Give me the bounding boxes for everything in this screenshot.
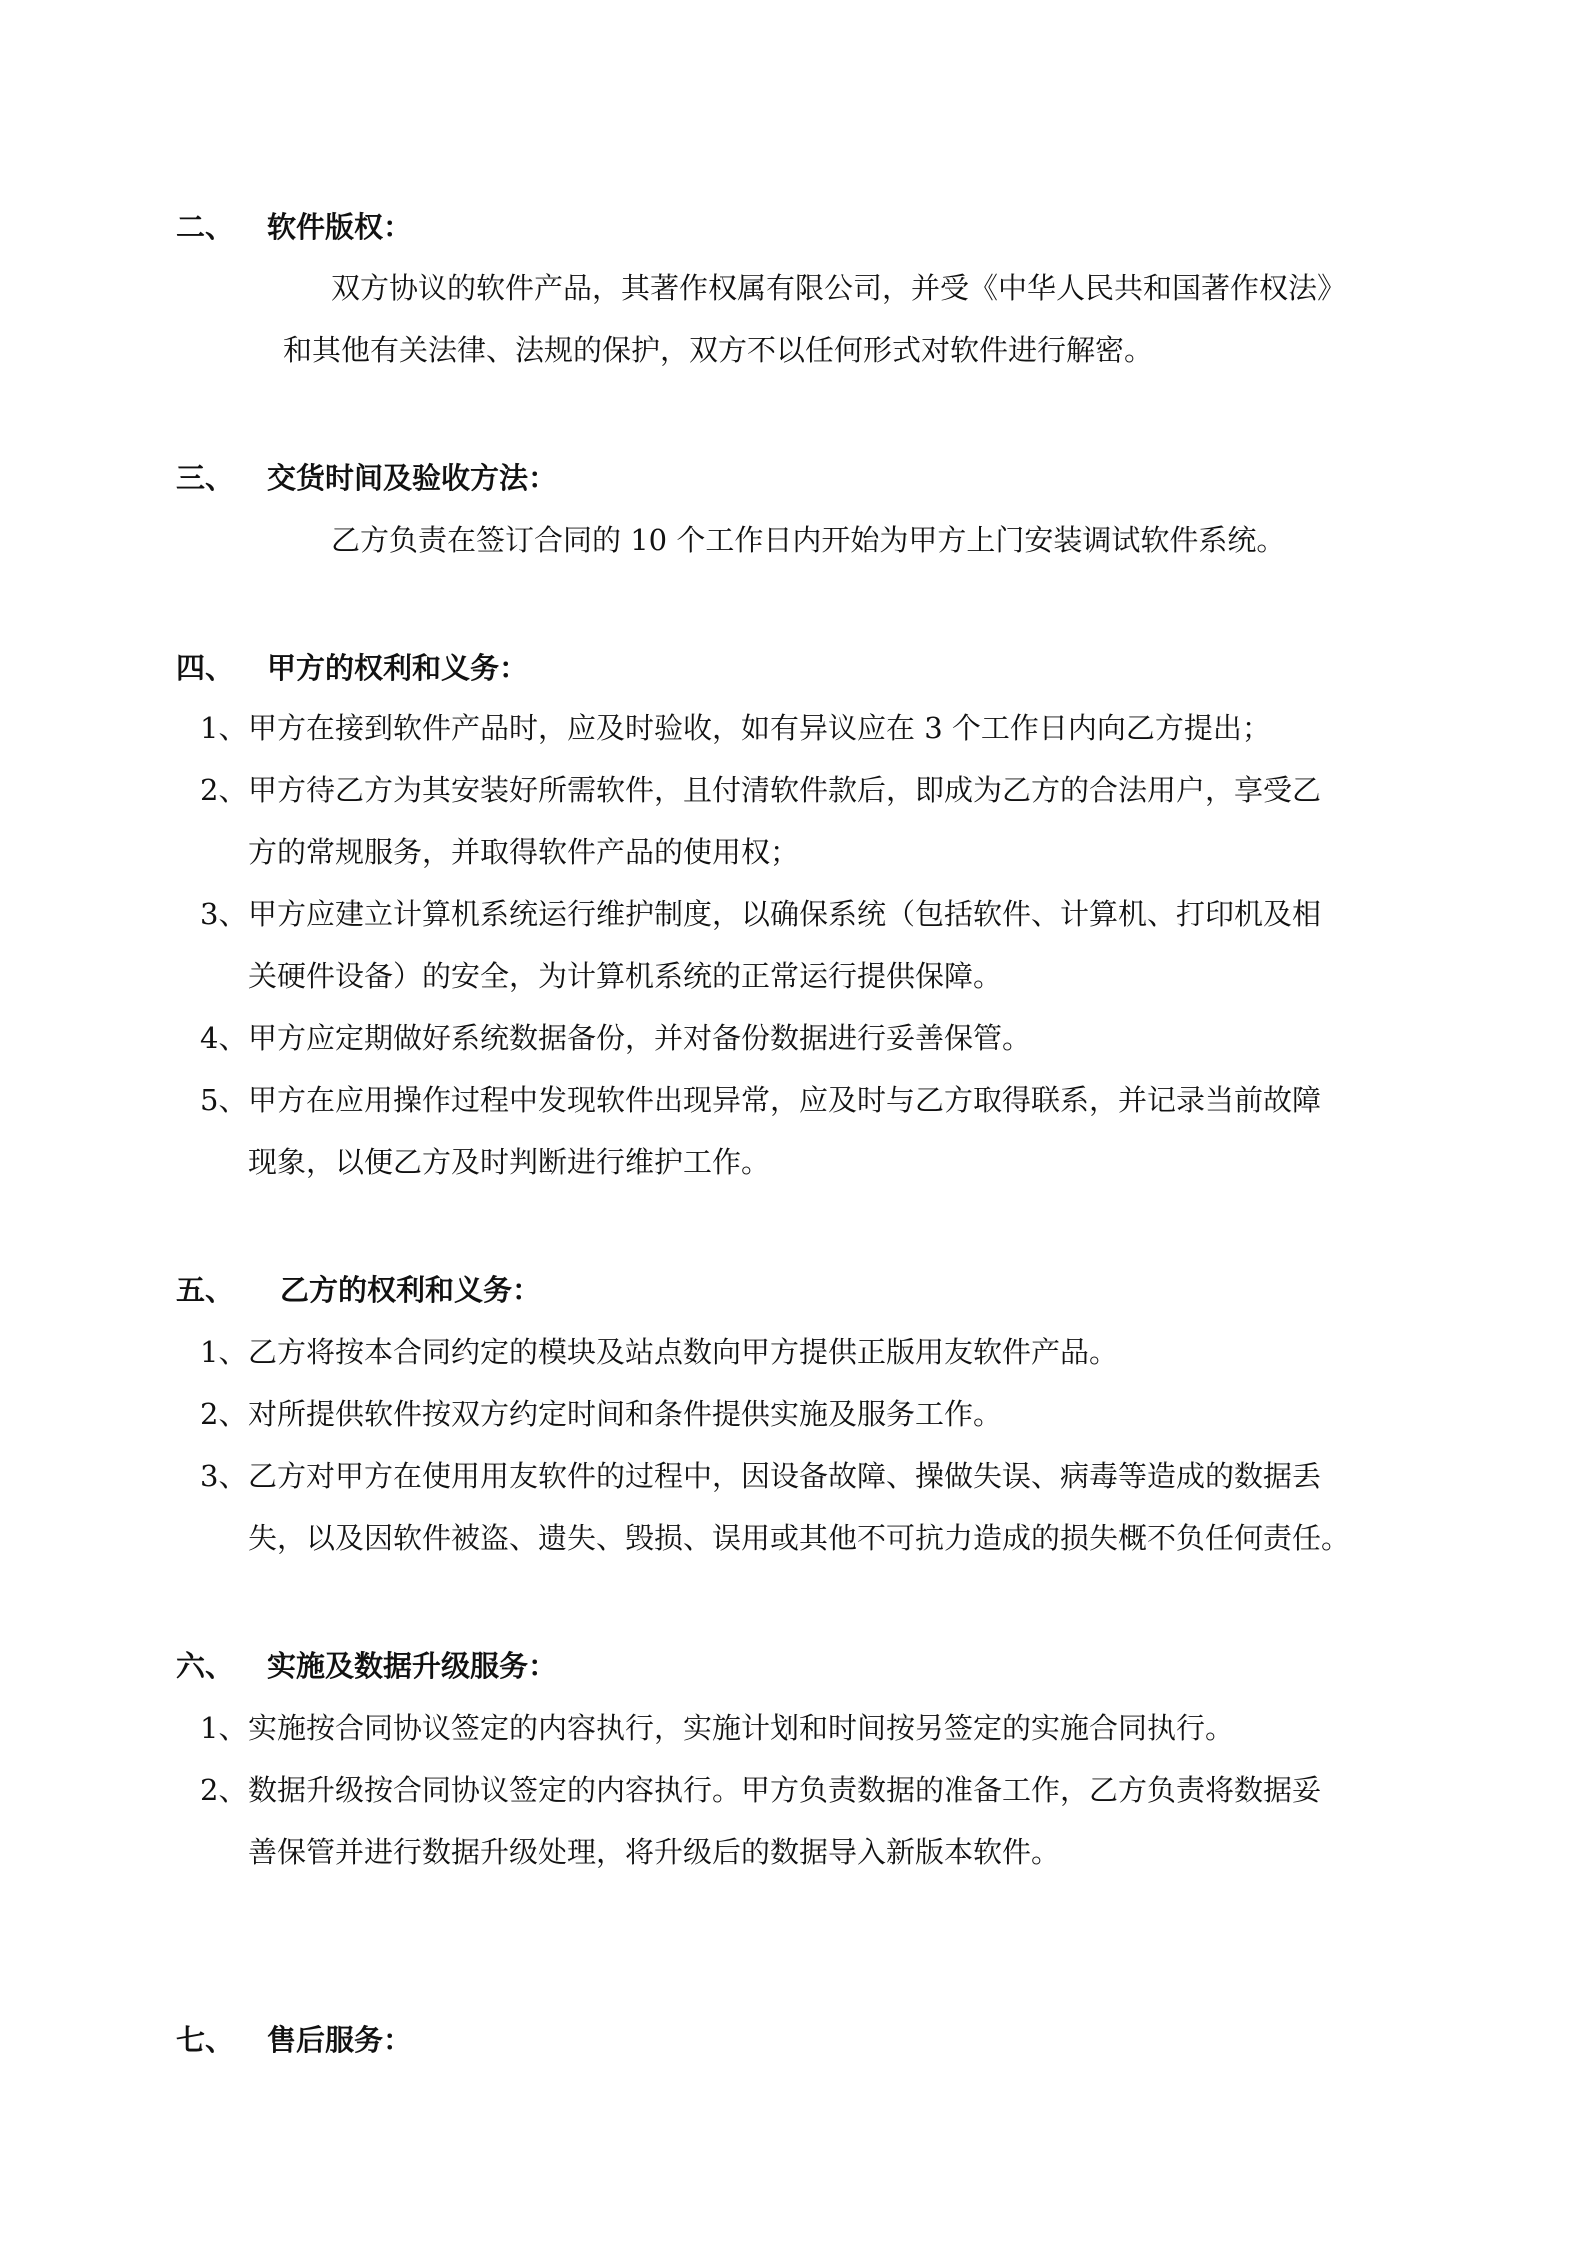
section-4-item-2-line-1: 甲方待乙方为其安装好所需软件，且付清软件款后，即成为乙方的合法用户，享受乙	[248, 773, 1322, 807]
section-6-item-1-number: 1、	[200, 1711, 248, 1745]
section-4-item-4-number: 4、	[200, 1021, 248, 1055]
section-4-item-1-line-1: 甲方在接到软件产品时，应及时验收，如有异议应在 3 个工作日内向乙方提出；	[248, 711, 1271, 745]
section-5-title: 乙方的权利和义务：	[280, 1273, 542, 1307]
section-4-item-3-number: 3、	[200, 897, 248, 931]
section-4-title: 甲方的权利和义务：	[267, 651, 529, 685]
section-5-item-1-line-1: 乙方将按本合同约定的模块及站点数向甲方提供正版用友软件产品。	[248, 1335, 1119, 1369]
section-5-item-3-line-1: 乙方对甲方在使用用友软件的过程中，因设备故障、操做失误、病毒等造成的数据丢	[248, 1459, 1322, 1493]
section-4-item-4-line-1: 甲方应定期做好系统数据备份，并对备份数据进行妥善保管。	[248, 1021, 1032, 1055]
section-4-item-3-line-2: 关硬件设备）的安全，为计算机系统的正常运行提供保障。	[248, 959, 1003, 993]
section-7-number: 七、	[176, 2023, 235, 2057]
section-4-item-2-line-2: 方的常规服务，并取得软件产品的使用权；	[248, 835, 800, 869]
section-4-item-5-line-2: 现象，以便乙方及时判断进行维护工作。	[248, 1145, 771, 1179]
section-4-item-5-line-1: 甲方在应用操作过程中发现软件出现异常，应及时与乙方取得联系，并记录当前故障	[248, 1083, 1322, 1117]
section-6-title: 实施及数据升级服务：	[267, 1649, 558, 1683]
section-4-item-3-line-1: 甲方应建立计算机系统运行维护制度，以确保系统（包括软件、计算机、打印机及相	[248, 897, 1322, 931]
section-4-item-5-number: 5、	[200, 1083, 248, 1117]
section-3-title: 交货时间及验收方法：	[267, 461, 558, 495]
section-2-paragraph-line-1: 双方协议的软件产品，其著作权属有限公司，并受《中华人民共和国著作权法》	[331, 271, 1347, 305]
section-4-number: 四、	[176, 651, 235, 685]
section-6-number: 六、	[176, 1649, 235, 1683]
section-7-title: 售后服务：	[267, 2023, 413, 2057]
section-6-item-2-line-2: 善保管并进行数据升级处理，将升级后的数据导入新版本软件。	[248, 1835, 1061, 1869]
section-4-item-2-number: 2、	[200, 773, 248, 807]
section-6-item-2-number: 2、	[200, 1773, 248, 1807]
section-5-item-2-line-1: 对所提供软件按双方约定时间和条件提供实施及服务工作。	[248, 1397, 1003, 1431]
section-5-item-2-number: 2、	[200, 1397, 248, 1431]
section-5-number: 五、	[176, 1273, 235, 1307]
section-2-title: 软件版权：	[267, 210, 413, 244]
section-6-item-2-line-1: 数据升级按合同协议签定的内容执行。甲方负责数据的准备工作，乙方负责将数据妥	[248, 1773, 1322, 1807]
section-3-paragraph-line-1: 乙方负责在签订合同的 10 个工作日内开始为甲方上门安装调试软件系统。	[331, 523, 1286, 557]
section-5-item-1-number: 1、	[200, 1335, 248, 1369]
section-4-item-1-number: 1、	[200, 711, 248, 745]
section-2-number: 二、	[176, 210, 235, 244]
section-2-paragraph-line-2: 和其他有关法律、法规的保护，双方不以任何形式对软件进行解密。	[283, 333, 1154, 367]
section-6-item-1-line-1: 实施按合同协议签定的内容执行，实施计划和时间按另签定的实施合同执行。	[248, 1711, 1235, 1745]
section-5-item-3-line-2: 失，以及因软件被盗、遗失、毁损、误用或其他不可抗力造成的损失概不负任何责任。	[248, 1521, 1351, 1555]
section-5-item-3-number: 3、	[200, 1459, 248, 1493]
section-3-number: 三、	[176, 461, 235, 495]
